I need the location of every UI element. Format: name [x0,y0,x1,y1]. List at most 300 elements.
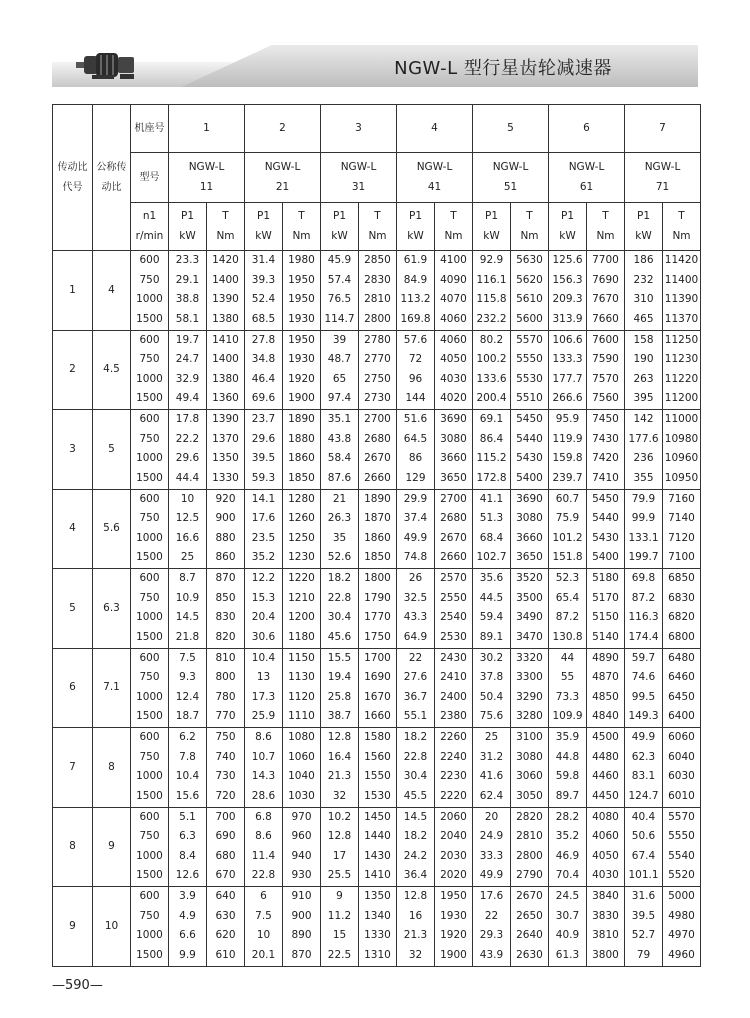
torque-value: 5630 [516,254,543,267]
torque-value: 1200 [288,611,315,624]
power-value: 12.2 [251,572,276,585]
torque-value: 5400 [516,471,543,484]
torque-value: 1800 [364,572,391,585]
model-3: NGW-L 31 [321,153,397,203]
torque-value: 7690 [592,273,619,286]
torque-value: 1260 [288,512,315,525]
power-cell [549,648,587,728]
torque-cell [587,887,625,967]
power-value: 21.8 [175,630,200,643]
torque-value: 4980 [668,909,695,922]
power-value: 58.4 [327,452,352,465]
power-value: 51.3 [479,512,504,525]
power-cell [321,648,359,728]
torque-value: 3690 [516,492,543,505]
power-value: 12.6 [175,869,200,882]
power-cell [397,648,435,728]
power-value: 15.5 [327,651,352,664]
torque-value: 1950 [288,273,315,286]
torque-value: 1860 [364,531,391,544]
power-value: 101.1 [628,869,659,882]
torque-value: 1850 [288,471,315,484]
power-value: 12.4 [175,690,200,703]
ratio-code-cell: 8 [53,807,93,887]
torque-value: 1930 [288,353,315,366]
power-value: 23.7 [251,413,276,426]
power-value: 20 [484,810,499,823]
power-cell [625,330,663,410]
torque-value: 1360 [212,392,239,405]
frame-no-1: 1 [169,105,245,153]
power-value: 9 [336,890,343,903]
torque-value: 3100 [516,731,543,744]
power-value: 142 [633,413,654,426]
torque-value: 5440 [592,512,619,525]
p1-kw-header: P1 kW [473,203,511,251]
torque-value: 4080 [592,810,619,823]
torque-value: 2570 [440,572,467,585]
power-value: 106.6 [552,333,583,346]
power-value: 266.6 [552,392,583,405]
power-value: 35.1 [327,413,352,426]
torque-cell [587,728,625,808]
power-value: 44 [560,651,575,664]
power-value: 115.8 [476,293,507,306]
torque-value: 2700 [440,492,467,505]
power-value: 26.3 [327,512,352,525]
power-cell [625,251,663,331]
torque-value: 4960 [668,948,695,961]
torque-value: 5510 [516,392,543,405]
torque-value: 2850 [364,254,391,267]
torque-value: 2770 [364,353,391,366]
power-value: 114.7 [324,312,355,325]
torque-value: 4970 [668,929,695,942]
torque-cell [283,887,321,967]
torque-value: 2820 [516,810,543,823]
speed-value: 1500 [136,948,163,961]
torque-value: 1370 [212,432,239,445]
power-cell [625,887,663,967]
power-value: 177.7 [552,372,583,385]
torque-value: 1180 [288,630,315,643]
power-value: 465 [633,312,654,325]
power-value: 26 [408,572,423,585]
torque-value: 5620 [516,273,543,286]
power-value: 73.3 [555,690,580,703]
torque-value: 3650 [516,551,543,564]
speed-value: 1000 [136,452,163,465]
power-value: 3.9 [179,890,196,903]
torque-cell [435,569,473,649]
power-value: 30.4 [327,611,352,624]
torque-value: 920 [215,492,236,505]
torque-value: 740 [215,750,236,763]
torque-value: 1950 [440,890,467,903]
page-number: —590— [52,978,103,993]
torque-cell [435,330,473,410]
power-value: 59.8 [555,770,580,783]
torque-value: 720 [215,789,236,802]
power-value: 87.6 [327,471,352,484]
torque-value: 5150 [592,611,619,624]
model-1: NGW-L 11 [169,153,245,203]
torque-cell [587,330,625,410]
power-value: 14.5 [175,611,200,624]
torque-value: 10980 [664,432,699,445]
torque-value: 11370 [664,312,699,325]
torque-value: 1390 [212,413,239,426]
torque-value: 2260 [440,731,467,744]
power-value: 100.2 [476,353,507,366]
torque-value: 1900 [288,392,315,405]
torque-value: 4840 [592,710,619,723]
power-cell [321,569,359,649]
power-value: 89.1 [479,630,504,643]
power-value: 35.6 [479,572,504,585]
power-value: 49.4 [175,392,200,405]
power-value: 22 [484,909,499,922]
power-cell [169,728,207,808]
power-value: 24.9 [479,830,504,843]
power-value: 10 [180,492,195,505]
torque-value: 2030 [440,849,467,862]
power-value: 39 [332,333,347,346]
power-value: 50.6 [631,830,656,843]
torque-value: 1380 [212,372,239,385]
speed-value: 600 [139,572,160,585]
table-row [53,887,701,967]
torque-value: 5400 [592,551,619,564]
torque-value: 2730 [364,392,391,405]
power-value: 39.3 [251,273,276,286]
power-value: 37.4 [403,512,428,525]
torque-value: 1690 [364,671,391,684]
torque-value: 4090 [440,273,467,286]
power-value: 37.8 [479,671,504,684]
power-value: 15.3 [251,591,276,604]
power-cell [397,569,435,649]
power-value: 186 [633,254,654,267]
speed-cell [131,251,169,331]
torque-value: 7140 [668,512,695,525]
torque-value: 1210 [288,591,315,604]
torque-value: 800 [215,671,236,684]
torque-value: 1380 [212,312,239,325]
torque-cell [663,728,701,808]
torque-value: 3470 [516,630,543,643]
power-value: 46.4 [251,372,276,385]
torque-cell [435,410,473,490]
torque-value: 930 [291,869,312,882]
t-nm-header: T Nm [435,203,473,251]
power-cell [169,807,207,887]
power-value: 80.2 [479,333,504,346]
torque-value: 7100 [668,551,695,564]
torque-cell [207,807,245,887]
torque-value: 6820 [668,611,695,624]
torque-value: 2400 [440,690,467,703]
torque-value: 2670 [440,531,467,544]
torque-value: 880 [215,531,236,544]
power-value: 7.5 [255,909,272,922]
power-cell [473,330,511,410]
torque-cell [283,569,321,649]
power-value: 129 [405,471,426,484]
torque-cell [359,489,397,569]
power-cell [245,410,283,490]
torque-value: 2550 [440,591,467,604]
power-value: 22.5 [327,948,352,961]
power-value: 34.8 [251,353,276,366]
torque-value: 3690 [440,413,467,426]
power-value: 172.8 [476,471,507,484]
torque-value: 7160 [668,492,695,505]
torque-value: 11230 [664,353,699,366]
torque-value: 7410 [592,471,619,484]
speed-value: 1000 [136,849,163,862]
power-value: 62.3 [631,750,656,763]
power-value: 236 [633,452,654,465]
torque-value: 2660 [364,471,391,484]
torque-cell [359,807,397,887]
model-6: NGW-L 61 [549,153,625,203]
power-value: 23.5 [251,531,276,544]
power-value: 33.3 [479,849,504,862]
torque-value: 1400 [212,353,239,366]
power-value: 48.7 [327,353,352,366]
power-value: 101.2 [552,531,583,544]
power-value: 75.6 [479,710,504,723]
power-value: 84.9 [403,273,428,286]
torque-cell [207,569,245,649]
torque-value: 1330 [364,929,391,942]
torque-value: 1850 [364,551,391,564]
torque-value: 6830 [668,591,695,604]
torque-cell [283,648,321,728]
power-value: 395 [633,392,654,405]
power-cell [625,807,663,887]
torque-value: 900 [291,909,312,922]
power-value: 115.2 [476,452,507,465]
torque-value: 1150 [288,651,315,664]
power-value: 31.6 [631,890,656,903]
power-cell [397,251,435,331]
power-value: 16 [408,909,423,922]
torque-value: 2020 [440,869,467,882]
power-value: 27.8 [251,333,276,346]
power-cell [397,728,435,808]
torque-value: 1900 [440,948,467,961]
power-value: 86.4 [479,432,504,445]
power-cell [549,728,587,808]
power-cell [625,569,663,649]
torque-value: 4890 [592,651,619,664]
power-value: 31.4 [251,254,276,267]
power-value: 22.8 [327,591,352,604]
torque-value: 6030 [668,770,695,783]
torque-cell [663,410,701,490]
power-value: 9.9 [179,948,196,961]
speed-unit-header: n1 r/min [131,203,169,251]
speed-value: 1500 [136,869,163,882]
torque-value: 3080 [516,750,543,763]
torque-cell [435,728,473,808]
power-value: 10.9 [175,591,200,604]
speed-value: 750 [139,909,160,922]
nominal-ratio-cell: 4.5 [93,330,131,410]
power-value: 12.8 [327,731,352,744]
torque-value: 3300 [516,671,543,684]
torque-value: 3080 [440,432,467,445]
power-value: 149.3 [628,710,659,723]
power-value: 29.1 [175,273,200,286]
power-value: 49.9 [479,869,504,882]
torque-value: 830 [215,611,236,624]
power-value: 8.4 [179,849,196,862]
torque-value: 1080 [288,731,315,744]
torque-value: 1060 [288,750,315,763]
torque-value: 2810 [516,830,543,843]
power-cell [321,410,359,490]
torque-cell [435,887,473,967]
power-value: 74.6 [631,671,656,684]
torque-value: 6480 [668,651,695,664]
torque-value: 3840 [592,890,619,903]
torque-cell [359,569,397,649]
power-value: 32.5 [403,591,428,604]
torque-cell [663,569,701,649]
torque-cell [359,887,397,967]
model-2: NGW-L 21 [245,153,321,203]
power-value: 6.3 [179,830,196,843]
power-value: 19.4 [327,671,352,684]
power-cell [549,410,587,490]
power-value: 232.2 [476,312,507,325]
torque-value: 2680 [364,432,391,445]
torque-cell [663,251,701,331]
nominal-ratio-cell: 8 [93,728,131,808]
torque-value: 1230 [288,551,315,564]
torque-cell [587,410,625,490]
power-value: 52.6 [327,551,352,564]
power-value: 6 [260,890,267,903]
ratio-code-cell: 4 [53,489,93,569]
torque-value: 6010 [668,789,695,802]
power-value: 46.9 [555,849,580,862]
nominal-ratio-cell: 10 [93,887,131,967]
nominal-ratio-header: 公称传动比 [93,105,131,251]
torque-value: 2230 [440,770,467,783]
power-value: 125.6 [552,254,583,267]
torque-value: 3520 [516,572,543,585]
torque-value: 5170 [592,591,619,604]
torque-cell [207,887,245,967]
torque-value: 7420 [592,452,619,465]
speed-value: 600 [139,810,160,823]
torque-value: 860 [215,551,236,564]
torque-value: 630 [215,909,236,922]
power-value: 355 [633,471,654,484]
frame-no-6: 6 [549,105,625,153]
power-value: 29.3 [479,929,504,942]
power-value: 20.4 [251,611,276,624]
speed-value: 1500 [136,710,163,723]
torque-value: 1310 [364,948,391,961]
power-value: 12.8 [403,890,428,903]
speed-cell [131,410,169,490]
torque-value: 640 [215,890,236,903]
torque-value: 1040 [288,770,315,783]
torque-cell [663,330,701,410]
power-value: 22.8 [403,750,428,763]
speed-value: 1000 [136,929,163,942]
power-value: 232 [633,273,654,286]
power-cell [397,330,435,410]
power-cell [397,410,435,490]
power-value: 25 [180,551,195,564]
power-value: 69.8 [631,572,656,585]
torque-value: 970 [291,810,312,823]
torque-cell [587,489,625,569]
power-cell [321,489,359,569]
power-value: 51.6 [403,413,428,426]
power-cell [169,251,207,331]
torque-value: 3830 [592,909,619,922]
power-cell [473,807,511,887]
torque-value: 1450 [364,810,391,823]
torque-cell [359,251,397,331]
torque-cell [435,251,473,331]
torque-value: 4030 [592,869,619,882]
torque-value: 780 [215,690,236,703]
speed-value: 750 [139,830,160,843]
t-nm-header: T Nm [283,203,321,251]
power-value: 44.4 [175,471,200,484]
frame-label: 机座号 [131,105,169,153]
power-value: 39.5 [251,452,276,465]
power-value: 10.4 [251,651,276,664]
torque-cell [587,807,625,887]
torque-value: 7560 [592,392,619,405]
power-value: 29.9 [403,492,428,505]
speed-value: 1000 [136,372,163,385]
model-5: NGW-L 51 [473,153,549,203]
torque-value: 2650 [516,909,543,922]
power-value: 28.6 [251,789,276,802]
power-value: 72 [408,353,423,366]
torque-value: 11390 [664,293,699,306]
power-cell [473,489,511,569]
torque-value: 5550 [516,353,543,366]
torque-value: 1950 [288,333,315,346]
page-title: NGW-L 型行星齿轮减速器 [394,58,612,79]
p1-kw-header: P1 kW [549,203,587,251]
torque-value: 1920 [288,372,315,385]
torque-value: 1770 [364,611,391,624]
torque-value: 5180 [592,572,619,585]
power-value: 74.8 [403,551,428,564]
torque-value: 1890 [288,413,315,426]
torque-value: 4460 [592,770,619,783]
power-value: 70.4 [555,869,580,882]
power-value: 16.6 [175,531,200,544]
power-value: 52.7 [631,929,656,942]
torque-cell [511,251,549,331]
torque-cell [283,330,321,410]
torque-value: 1390 [212,293,239,306]
torque-cell [359,410,397,490]
